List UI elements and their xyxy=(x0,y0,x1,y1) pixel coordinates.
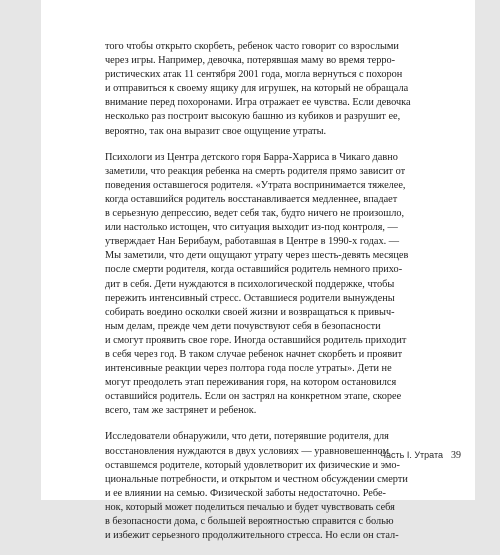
text-line: пережить интенсивный стресс. Оставшиеся родители вынуждены xyxy=(105,292,395,304)
text-line: в безопасности дома, с большей вероятностью справится с болью xyxy=(105,516,394,527)
paragraph xyxy=(105,430,458,543)
text-line: собирать воедино осколки своей жизни и возвращаться к привыч- xyxy=(105,306,395,318)
body-text xyxy=(105,40,458,555)
text-line: или настолько истощен, что ситуация выходит из-под контроля, — xyxy=(105,222,398,234)
text-line: могут преодолеть этап переживания горя, на котором остановился xyxy=(105,377,397,389)
text-line: того чтобы открыто скорбеть, ребенок часто говорит со взрослыми xyxy=(105,41,399,52)
text-line: восстановления нуждаются в двух условиях — уравновешенном xyxy=(105,445,389,457)
text-line: и смогут проявить свое горе. Иногда оставшийся родитель приходит xyxy=(105,334,407,346)
text-line: через игры. Например, девочка, потерявшая маму во время терро- xyxy=(105,55,396,67)
text-line: утверждает Нан Берибаум, работавшая в Центре в 1990-х годах. — xyxy=(105,236,400,248)
text-line: Психологи из Центра детского горя Барра-Харриса в Чикаго давно xyxy=(105,151,398,163)
text-line: и избежит серьезного продолжительного стресса. Но если он стал- xyxy=(105,530,399,542)
text-line: после смерти родителя, когда оставшийся родитель немного прихо- xyxy=(105,264,403,276)
text-line: оставшийся родитель. Если он застрял на конкретном этапе, скорее xyxy=(105,391,402,403)
text-line: дит в себя. Дети нуждаются в психологической поддержке, чтобы xyxy=(105,278,395,290)
text-line: в серьезную депрессию, ведет себя так, будто ничего не произошло, xyxy=(105,208,405,220)
text-line: циональные потребности, и открытом и честном обсуждении смерти xyxy=(105,473,408,485)
paragraph xyxy=(105,40,458,139)
page-footer xyxy=(321,450,461,461)
text-line: ным делам, прежде чем дети почувствуют себя в безопасности xyxy=(105,320,381,332)
text-line: поведения оставшегося родителя. «Утрата воспринимается тяжелее, xyxy=(105,179,406,191)
text-line: в себя через год. В таком случае ребенок начнет скорбеть и проявит xyxy=(105,348,403,360)
page-number: 39 xyxy=(451,450,461,461)
text-line: всего, там же застрянет и ребенок. xyxy=(105,405,257,417)
running-head: Часть I. Утрата xyxy=(380,450,443,460)
text-line: оставшемся родителе, который удовлетворит их физические и эмо- xyxy=(105,459,400,471)
text-line: когда оставшийся родитель восстанавливается медленнее, впадает xyxy=(105,193,398,205)
text-line: и ее влиянии на семью. Физической заботы недостаточно. Ребе- xyxy=(105,487,386,499)
text-line: ристических атак 11 сентября 2001 года, могла вернуться с похорон xyxy=(105,69,403,81)
text-line: несколько раз построит высокую башню из кубиков и разрушит ее, xyxy=(105,111,401,123)
text-line: интенсивные реакции через полтора года после утраты». Дети не xyxy=(105,363,392,375)
text-line: внимание перед похоронами. Игра отражает ее чувства. Если девочка xyxy=(105,97,411,109)
text-line: Исследователи обнаружили, что дети, потерявшие родителя, для xyxy=(105,431,389,443)
text-line: нок, который может поделиться печалью и будет чувствовать себя xyxy=(105,501,395,513)
text-line: Мы заметили, что дети ощущают утрату через шесть-девять месяцев xyxy=(105,250,409,262)
book-page xyxy=(41,0,475,542)
text-line: заметили, что реакция ребенка на смерть родителя прямо зависит от xyxy=(105,165,406,177)
paragraph xyxy=(105,151,458,419)
text-line: вероятно, так она выразит свое ощущение утраты. xyxy=(105,125,327,137)
text-line: и отправиться к своему ящику для игрушек, на который не обращала xyxy=(105,83,409,95)
